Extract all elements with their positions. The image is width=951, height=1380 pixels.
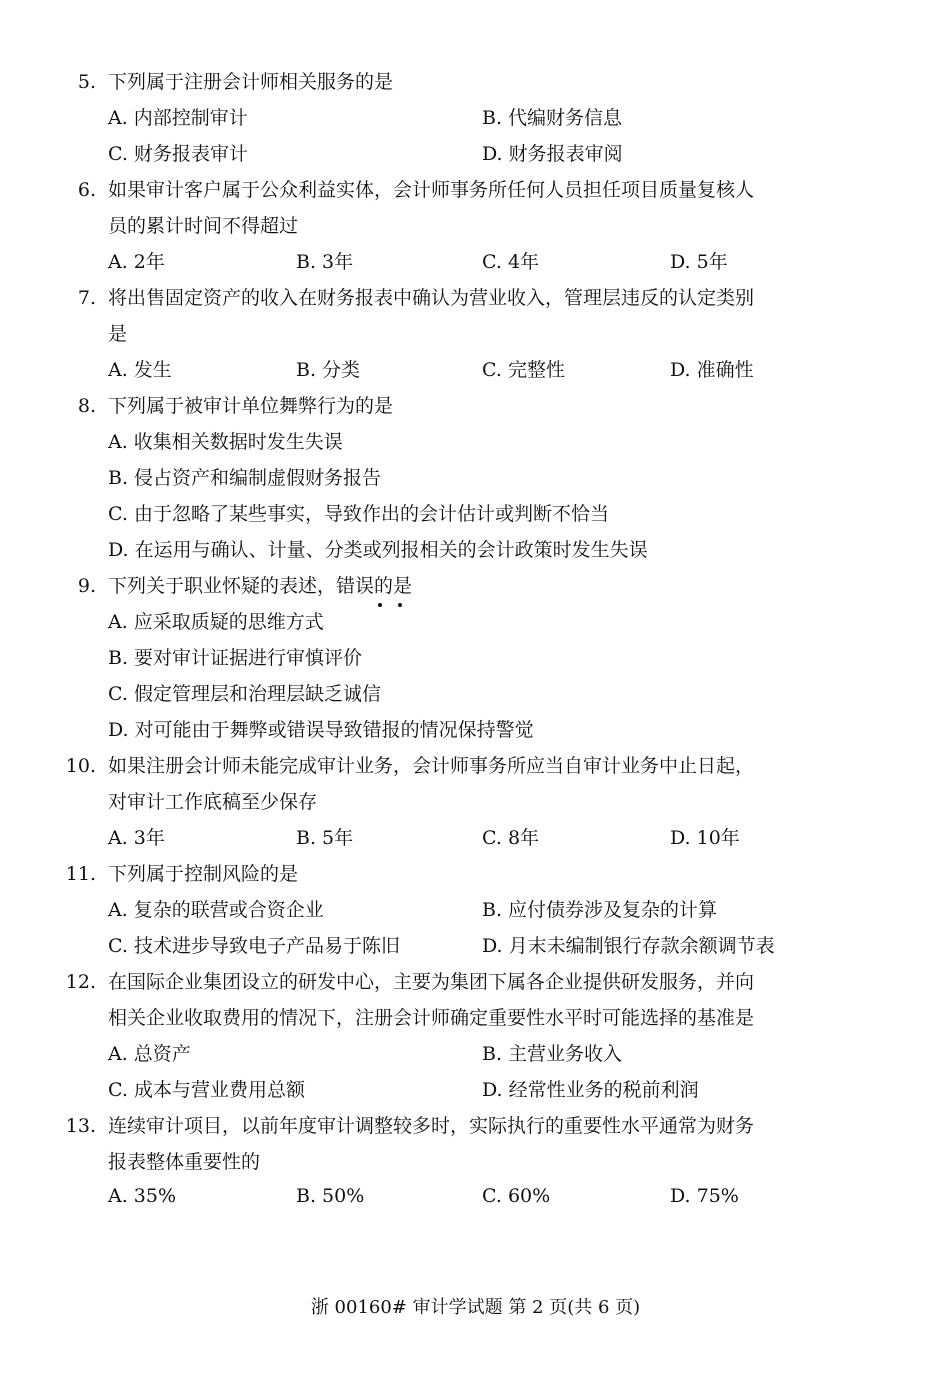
option-b: B. 侵占资产和编制虚假财务报告 [108,467,382,489]
question-stem: 下列属于注册会计师相关服务的是 [108,71,394,93]
option-c: C. 财务报表审计 [108,143,248,165]
option-a: A. 2年 [108,251,165,273]
emphasis-dot [378,603,382,607]
emphasis-dot [398,603,402,607]
option-a: A. 发生 [108,359,172,381]
question-stem-continued: 对审计工作底稿至少保存 [108,791,318,813]
option-a: A. 内部控制审计 [108,107,248,129]
option-d: D. 对可能由于舞弊或错误导致错报的情况保持警觉 [108,719,534,741]
question-stem: 如果审计客户属于公众利益实体，会计师事务所任何人员担任项目质量复核人 [108,179,755,201]
option-a: A. 收集相关数据时发生失误 [108,431,343,453]
option-d: D. 财务报表审阅 [482,143,623,165]
option-b: B. 50% [296,1185,365,1207]
option-c: C. 完整性 [482,359,565,381]
question-stem-continued: 是 [108,323,128,345]
question-number: 5. [77,71,96,93]
option-c: C. 8年 [482,827,540,849]
question-number: 9. [77,575,96,597]
option-d: D. 月末未编制银行存款余额调节表 [482,935,775,957]
option-b: B. 分类 [296,359,361,381]
option-a: A. 复杂的联营或合资企业 [108,899,324,921]
question-stem: 下列属于控制风险的是 [108,863,299,885]
option-c: C. 技术进步导致电子产品易于陈旧 [108,935,400,957]
option-d: D. 在运用与确认、计量、分类或列报相关的会计政策时发生失误 [108,539,648,561]
option-a: A. 35% [108,1185,177,1207]
option-b: B. 代编财务信息 [482,107,623,129]
question-number: 10. [65,755,96,777]
question-stem: 下列属于被审计单位舞弊行为的是 [108,395,394,417]
option-b: B. 应付债券涉及复杂的计算 [482,899,718,921]
option-a: A. 应采取质疑的思维方式 [108,611,324,633]
option-d: D. 10年 [670,827,740,849]
option-d: D. 准确性 [670,359,754,381]
question-number: 7. [77,287,96,309]
option-c: C. 假定管理层和治理层缺乏诚信 [108,683,381,705]
option-b: B. 3年 [296,251,354,273]
page-footer: 浙 00160# 审计学试题 第 2 页(共 6 页) [310,1297,641,1318]
question-stem-continued: 相关企业收取费用的情况下，注册会计师确定重要性水平时可能选择的基准是 [108,1007,755,1029]
question-number: 6. [77,179,96,201]
option-c: C. 由于忽略了某些事实，导致作出的会计估计或判断不恰当 [108,503,609,525]
option-c: C. 4年 [482,251,540,273]
question-stem: 连续审计项目，以前年度审计调整较多时，实际执行的重要性水平通常为财务 [108,1115,755,1137]
question-number: 13. [65,1115,96,1137]
option-a: A. 总资产 [108,1043,191,1065]
question-stem: 将出售固定资产的收入在财务报表中确认为营业收入，管理层违反的认定类别 [108,287,755,309]
question-stem: 在国际企业集团设立的研发中心，主要为集团下属各企业提供研发服务，并向 [108,971,755,993]
option-d: D. 75% [670,1185,739,1207]
option-c: C. 60% [482,1185,551,1207]
option-d: D. 5年 [670,251,728,273]
question-number: 8. [77,395,96,417]
question-number: 11. [65,863,96,885]
option-b: B. 主营业务收入 [482,1043,623,1065]
option-c: C. 成本与营业费用总额 [108,1079,305,1101]
question-stem-continued: 员的累计时间不得超过 [108,215,299,237]
option-b: B. 要对审计证据进行审慎评价 [108,647,363,669]
question-stem: 下列关于职业怀疑的表述，错误的是 [108,575,413,597]
question-stem: 如果注册会计师未能完成审计业务，会计师事务所应当自审计业务中止日起， [108,755,755,777]
option-b: B. 5年 [296,827,354,849]
question-number: 12. [65,971,96,993]
question-stem-continued: 报表整体重要性的 [108,1151,261,1173]
option-d: D. 经常性业务的税前利润 [482,1079,699,1101]
option-a: A. 3年 [108,827,165,849]
